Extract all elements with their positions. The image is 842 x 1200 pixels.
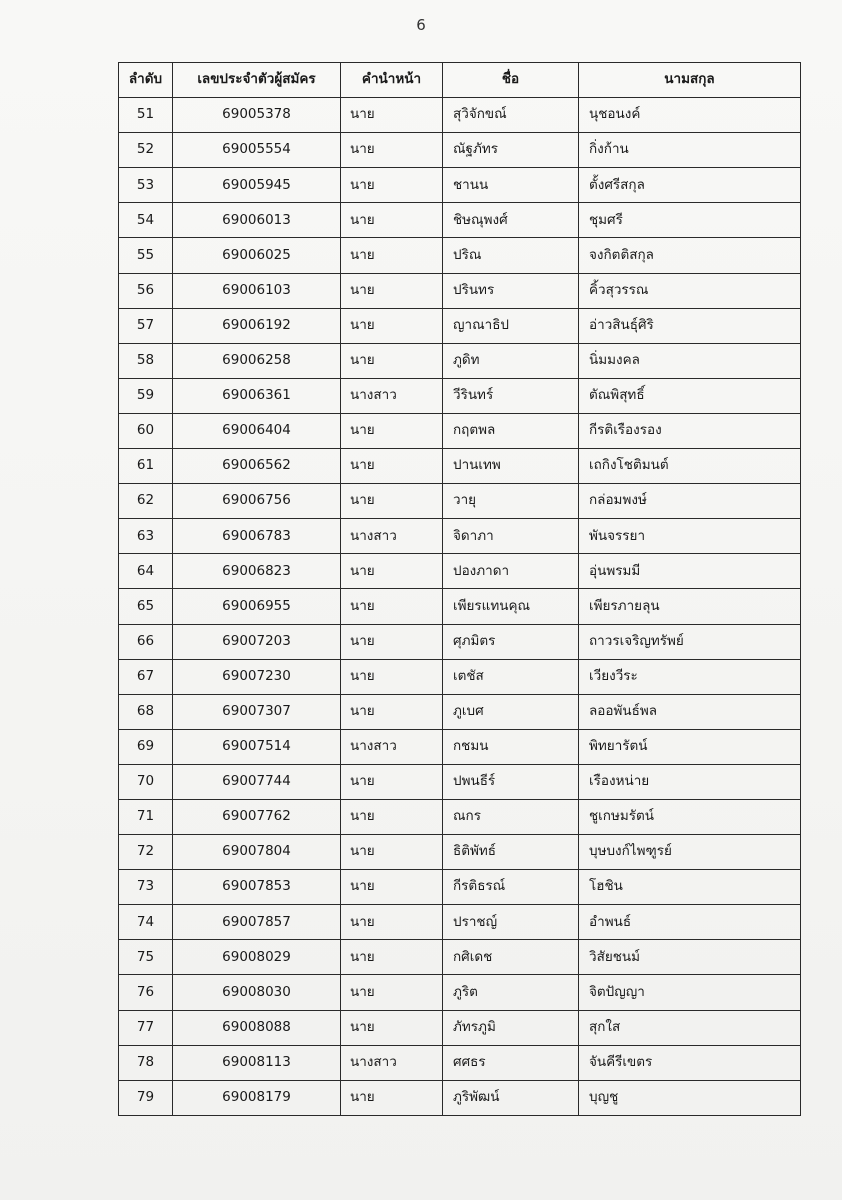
cell-no: 65 (119, 589, 173, 624)
cell-first-name: ศุภมิตร (443, 624, 579, 659)
cell-first-name: ญาณาธิป (443, 308, 579, 343)
cell-no: 70 (119, 764, 173, 799)
cell-applicant-id: 69007307 (173, 694, 341, 729)
cell-applicant-id: 69007853 (173, 870, 341, 905)
cell-first-name: กฤตพล (443, 413, 579, 448)
cell-prefix: นาย (341, 835, 443, 870)
cell-no: 79 (119, 1080, 173, 1115)
cell-applicant-id: 69006955 (173, 589, 341, 624)
cell-applicant-id: 69006783 (173, 519, 341, 554)
table-row (119, 484, 801, 519)
cell-no: 56 (119, 273, 173, 308)
cell-no: 74 (119, 905, 173, 940)
cell-last-name: ลออพันธ์พล (579, 694, 801, 729)
cell-first-name: ภูริต (443, 975, 579, 1010)
table-row (119, 554, 801, 589)
cell-applicant-id: 69008030 (173, 975, 341, 1010)
cell-first-name: ภูเบศ (443, 694, 579, 729)
cell-no: 61 (119, 449, 173, 484)
cell-first-name: ณกร (443, 799, 579, 834)
page-number: 6 (416, 16, 426, 34)
cell-last-name: นิ่มมงคล (579, 343, 801, 378)
cell-prefix: นาย (341, 589, 443, 624)
cell-applicant-id: 69007514 (173, 729, 341, 764)
table-row (119, 589, 801, 624)
cell-no: 54 (119, 203, 173, 238)
cell-first-name: ปรินทร (443, 273, 579, 308)
cell-last-name: จิตปัญญา (579, 975, 801, 1010)
cell-no: 64 (119, 554, 173, 589)
cell-first-name: ปองภาดา (443, 554, 579, 589)
cell-prefix: นาย (341, 413, 443, 448)
table-row (119, 870, 801, 905)
cell-applicant-id: 69005945 (173, 168, 341, 203)
cell-first-name: ธิติพัทธ์ (443, 835, 579, 870)
cell-prefix: นาย (341, 308, 443, 343)
cell-prefix: นางสาว (341, 1045, 443, 1080)
table-row (119, 905, 801, 940)
cell-first-name: ภูดิท (443, 343, 579, 378)
header-first-name: ชื่อ (443, 63, 579, 98)
cell-no: 59 (119, 378, 173, 413)
cell-prefix: นาย (341, 133, 443, 168)
applicant-table (118, 62, 801, 1116)
header-applicant-id: เลขประจำตัวผู้สมัคร (173, 63, 341, 98)
cell-prefix: นาย (341, 168, 443, 203)
cell-last-name: บุญชู (579, 1080, 801, 1115)
cell-last-name: คิ้วสุวรรณ (579, 273, 801, 308)
cell-first-name: ณัฐภัทร (443, 133, 579, 168)
table-row (119, 624, 801, 659)
table-row (119, 343, 801, 378)
table-row (119, 1045, 801, 1080)
cell-no: 60 (119, 413, 173, 448)
cell-last-name: เพียรภายลุน (579, 589, 801, 624)
header-last-name: นามสกุล (579, 63, 801, 98)
table-header (119, 63, 801, 98)
cell-prefix: นาย (341, 273, 443, 308)
cell-first-name: ชานน (443, 168, 579, 203)
cell-no: 58 (119, 343, 173, 378)
cell-prefix: นางสาว (341, 519, 443, 554)
cell-first-name: เพียรแทนคุณ (443, 589, 579, 624)
cell-no: 69 (119, 729, 173, 764)
cell-prefix: นาย (341, 905, 443, 940)
cell-no: 78 (119, 1045, 173, 1080)
cell-prefix: นาย (341, 659, 443, 694)
cell-last-name: อำพนธ์ (579, 905, 801, 940)
header-prefix: คำนำหน้า (341, 63, 443, 98)
cell-first-name: กชมน (443, 729, 579, 764)
cell-applicant-id: 69008088 (173, 1010, 341, 1045)
cell-first-name: จิดาภา (443, 519, 579, 554)
cell-applicant-id: 69006192 (173, 308, 341, 343)
cell-prefix: นางสาว (341, 378, 443, 413)
cell-first-name: กศิเดช (443, 940, 579, 975)
cell-no: 68 (119, 694, 173, 729)
cell-first-name: ภัทรภูมิ (443, 1010, 579, 1045)
cell-no: 67 (119, 659, 173, 694)
cell-last-name: อุ่นพรมมี (579, 554, 801, 589)
cell-prefix: นางสาว (341, 729, 443, 764)
header-row (119, 63, 801, 98)
cell-prefix: นาย (341, 870, 443, 905)
cell-last-name: นุชอนงค์ (579, 98, 801, 133)
cell-last-name: ตัณพิสุทธิ์ (579, 378, 801, 413)
table-row (119, 378, 801, 413)
cell-applicant-id: 69007804 (173, 835, 341, 870)
table-row (119, 168, 801, 203)
cell-prefix: นาย (341, 238, 443, 273)
cell-last-name: เถกิงโชติมนต์ (579, 449, 801, 484)
cell-applicant-id: 69006013 (173, 203, 341, 238)
cell-first-name: กีรติธรณ์ (443, 870, 579, 905)
cell-applicant-id: 69007762 (173, 799, 341, 834)
cell-applicant-id: 69008029 (173, 940, 341, 975)
table-row (119, 975, 801, 1010)
table-row (119, 98, 801, 133)
table-row (119, 273, 801, 308)
cell-prefix: นาย (341, 624, 443, 659)
cell-applicant-id: 69006103 (173, 273, 341, 308)
cell-applicant-id: 69006025 (173, 238, 341, 273)
cell-prefix: นาย (341, 799, 443, 834)
cell-last-name: ชูเกษมรัตน์ (579, 799, 801, 834)
cell-prefix: นาย (341, 940, 443, 975)
cell-prefix: นาย (341, 203, 443, 238)
cell-last-name: พันจรรยา (579, 519, 801, 554)
cell-last-name: ตั้งศรีสกุล (579, 168, 801, 203)
cell-no: 52 (119, 133, 173, 168)
cell-no: 57 (119, 308, 173, 343)
cell-no: 62 (119, 484, 173, 519)
cell-last-name: จันคีรีเขตร (579, 1045, 801, 1080)
cell-last-name: เรืองหน่าย (579, 764, 801, 799)
cell-first-name: ปานเทพ (443, 449, 579, 484)
cell-no: 55 (119, 238, 173, 273)
cell-prefix: นาย (341, 554, 443, 589)
cell-no: 63 (119, 519, 173, 554)
cell-first-name: วายุ (443, 484, 579, 519)
cell-last-name: จงกิตติสกุล (579, 238, 801, 273)
table-row (119, 308, 801, 343)
cell-first-name: ภูริพัฒน์ (443, 1080, 579, 1115)
cell-applicant-id: 69005378 (173, 98, 341, 133)
cell-no: 53 (119, 168, 173, 203)
table-row (119, 1080, 801, 1115)
cell-first-name: สุวิจักขณ์ (443, 98, 579, 133)
cell-last-name: อ่าวสินธุ์ศิริ (579, 308, 801, 343)
cell-last-name: ถาวรเจริญทรัพย์ (579, 624, 801, 659)
header-no: ลำดับ (119, 63, 173, 98)
cell-applicant-id: 69008179 (173, 1080, 341, 1115)
cell-no: 72 (119, 835, 173, 870)
table-row (119, 729, 801, 764)
cell-applicant-id: 69005554 (173, 133, 341, 168)
cell-first-name: ปพนธีร์ (443, 764, 579, 799)
table-row (119, 694, 801, 729)
cell-applicant-id: 69006562 (173, 449, 341, 484)
table-row (119, 799, 801, 834)
cell-applicant-id: 69006756 (173, 484, 341, 519)
cell-prefix: นาย (341, 343, 443, 378)
cell-first-name: เตชัส (443, 659, 579, 694)
table-row (119, 764, 801, 799)
table-row (119, 238, 801, 273)
cell-last-name: สุกใส (579, 1010, 801, 1045)
cell-last-name: กิ่งก้าน (579, 133, 801, 168)
cell-last-name: พิทยารัตน์ (579, 729, 801, 764)
cell-last-name: ชุมศรี (579, 203, 801, 238)
cell-first-name: ชิษณุพงศ์ (443, 203, 579, 238)
cell-applicant-id: 69007230 (173, 659, 341, 694)
cell-applicant-id: 69006823 (173, 554, 341, 589)
cell-last-name: เวียงวีระ (579, 659, 801, 694)
cell-first-name: วีรินทร์ (443, 378, 579, 413)
cell-prefix: นาย (341, 975, 443, 1010)
table-row (119, 203, 801, 238)
cell-applicant-id: 69006361 (173, 378, 341, 413)
cell-no: 75 (119, 940, 173, 975)
cell-no: 76 (119, 975, 173, 1010)
cell-prefix: นาย (341, 764, 443, 799)
cell-last-name: วิสัยชนม์ (579, 940, 801, 975)
table-body (119, 98, 801, 1116)
cell-first-name: ศศธร (443, 1045, 579, 1080)
cell-last-name: กีรติเรืองรอง (579, 413, 801, 448)
cell-applicant-id: 69006404 (173, 413, 341, 448)
cell-no: 51 (119, 98, 173, 133)
cell-applicant-id: 69008113 (173, 1045, 341, 1080)
cell-no: 71 (119, 799, 173, 834)
cell-no: 77 (119, 1010, 173, 1045)
table-row (119, 413, 801, 448)
cell-first-name: ปราชญ์ (443, 905, 579, 940)
cell-last-name: กล่อมพงษ์ (579, 484, 801, 519)
cell-last-name: บุษบงก์ไพฑูรย์ (579, 835, 801, 870)
table-row (119, 1010, 801, 1045)
cell-prefix: นาย (341, 694, 443, 729)
table-row (119, 835, 801, 870)
cell-applicant-id: 69007857 (173, 905, 341, 940)
table-row (119, 449, 801, 484)
cell-prefix: นาย (341, 98, 443, 133)
cell-prefix: นาย (341, 1080, 443, 1115)
table-row (119, 519, 801, 554)
cell-applicant-id: 69007744 (173, 764, 341, 799)
cell-applicant-id: 69007203 (173, 624, 341, 659)
cell-last-name: โฮชิน (579, 870, 801, 905)
cell-prefix: นาย (341, 484, 443, 519)
table-row (119, 133, 801, 168)
cell-prefix: นาย (341, 1010, 443, 1045)
table-row (119, 659, 801, 694)
cell-applicant-id: 69006258 (173, 343, 341, 378)
cell-first-name: ปริณ (443, 238, 579, 273)
table-row (119, 940, 801, 975)
cell-no: 66 (119, 624, 173, 659)
cell-prefix: นาย (341, 449, 443, 484)
cell-no: 73 (119, 870, 173, 905)
